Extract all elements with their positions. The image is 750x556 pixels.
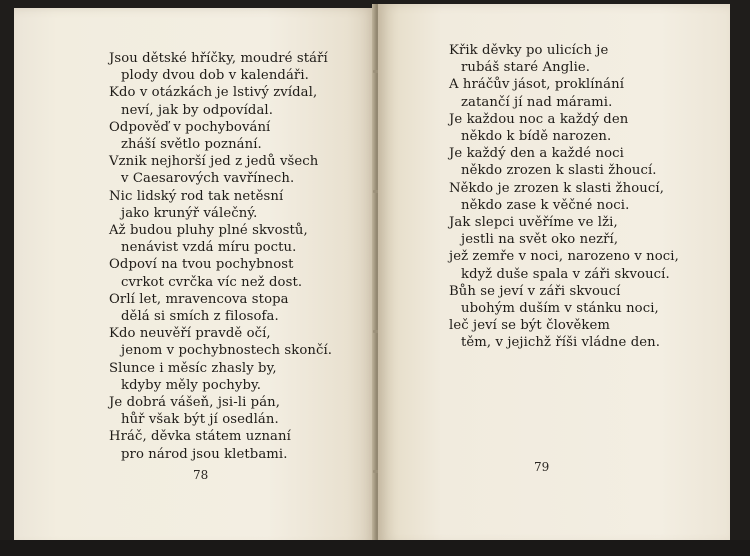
poem-line: těm, v jejichž říši vládne den. xyxy=(461,335,661,351)
poem-line: někdo k bídě narozen. xyxy=(461,129,612,145)
poem-line: nenávist vzdá míru poctu. xyxy=(121,240,297,256)
poem-line: Hráč, děvka státem uznaní xyxy=(109,429,291,445)
poem-line: Nic lidský rod tak netěsní xyxy=(109,188,284,204)
poem-line: když duše spala v záři skvoucí. xyxy=(461,266,670,282)
poem-line: někdo zrozen k slasti žhoucí. xyxy=(461,163,657,179)
poem-line: Někdo je zrozen k slasti žhoucí, xyxy=(449,180,664,196)
right-page xyxy=(378,4,730,544)
poem-line: hůř však být jí osedlán. xyxy=(121,412,279,428)
poem-line: Slunce i měsíc zhasly by, xyxy=(109,360,277,376)
poem-line: Křik děvky po ulicích je xyxy=(449,43,609,58)
poem-line: v Caesarových vavřínech. xyxy=(121,171,295,187)
poem-line: Odpoví na tvou pochybnost xyxy=(109,257,294,273)
poem-line: Kdo v otázkách je lstivý zvídal, xyxy=(109,85,318,101)
poem-line: pro národ jsou kletbami. xyxy=(121,446,288,462)
poem-line: někdo zase k věčné noci. xyxy=(461,197,630,213)
poem-line: Až budou pluhy plné skvostů, xyxy=(109,223,308,239)
poem-line: cvrkot cvrčka víc než dost. xyxy=(121,274,303,290)
page-number-left: 78 xyxy=(193,468,209,482)
poem-line: zháší světlo poznání. xyxy=(121,137,262,153)
poem-line: Odpověď v pochybování xyxy=(109,119,271,135)
right-poem-text xyxy=(449,42,679,352)
poem-line: plody dvou dob v kalendáři. xyxy=(121,68,309,84)
poem-line: kdyby měly pochyby. xyxy=(121,377,262,393)
poem-line: jestli na svět oko nezří, xyxy=(461,232,619,248)
poem-line: Je dobrá vášeň, jsi-li pán, xyxy=(109,395,281,411)
poem-line: neví, jak by odpovídal. xyxy=(121,102,274,118)
poem-line: Jsou dětské hříčky, moudré stáří xyxy=(109,51,328,66)
poem-line: Kdo neuvěří pravdě očí, xyxy=(109,326,271,342)
poem-line: Orlí let, mravencova stopa xyxy=(109,291,289,307)
book-bottom-edge xyxy=(0,540,750,556)
poem-line: jenom v pochybnostech skončí. xyxy=(121,343,333,359)
poem-line: dělá si smích z filosofa. xyxy=(121,309,279,325)
poem-line: jež zemře v noci, narozeno v noci, xyxy=(449,249,679,265)
poem-line: ubohým duším v stánku noci, xyxy=(461,301,659,317)
poem-line: Je každý den a každé noci xyxy=(449,146,624,162)
poem-line: jako krunýř válečný. xyxy=(121,205,258,221)
left-poem-text xyxy=(109,50,332,463)
poem-line: Bůh se jeví v záři skvoucí xyxy=(449,283,621,299)
page-number-right: 79 xyxy=(534,460,550,474)
poem-line: Je každou noc a každý den xyxy=(449,111,629,127)
left-page xyxy=(14,8,376,546)
poem-line: Vznik nejhorší jed z jedů všech xyxy=(109,154,319,170)
poem-line: A hráčův jásot, proklínání xyxy=(449,77,625,93)
poem-line: rubáš staré Anglie. xyxy=(461,60,591,76)
poem-line: Jak slepci uvěříme ve lži, xyxy=(449,215,618,231)
poem-line: leč jeví se být člověkem xyxy=(449,318,610,334)
poem-line: zatančí jí nad márami. xyxy=(461,94,613,110)
